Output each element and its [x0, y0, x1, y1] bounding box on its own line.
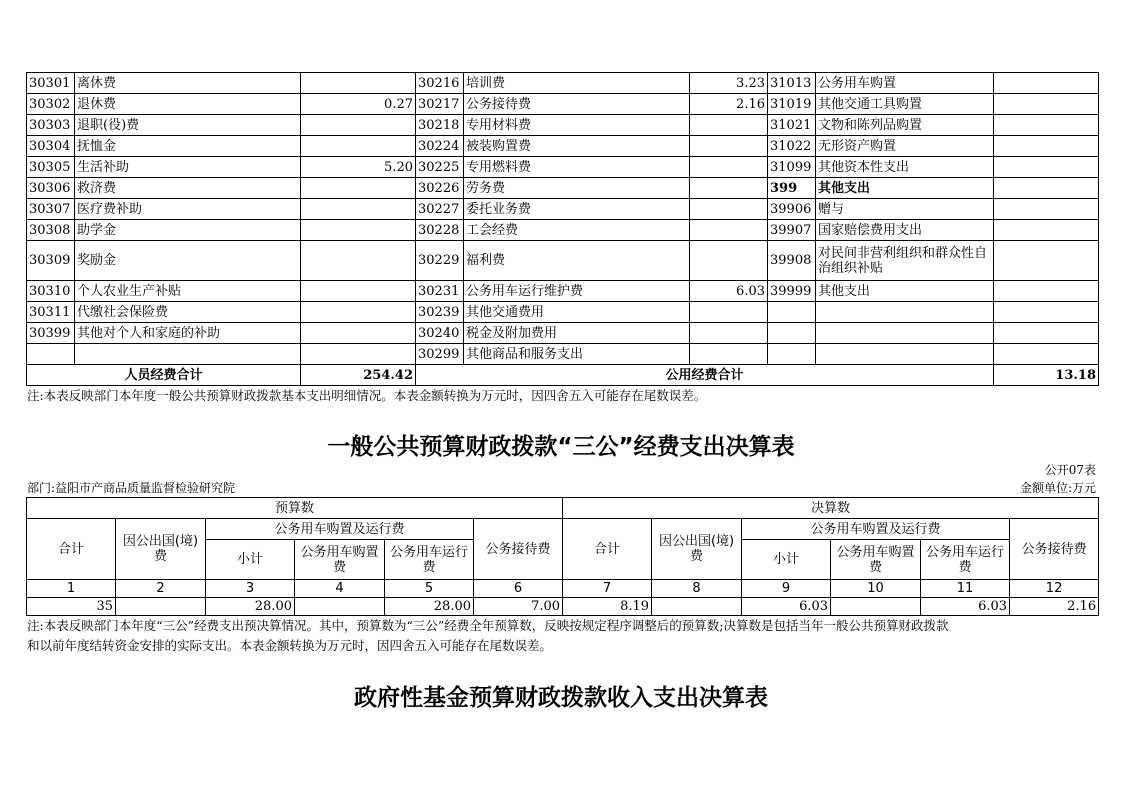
code-cell: 30311 — [27, 302, 75, 323]
final-operation-header: 公务用车运行费 — [921, 540, 1010, 580]
amount-cell: 0.27 — [301, 94, 416, 115]
code-cell: 30239 — [416, 302, 464, 323]
item-name-cell: 退职(役)费 — [75, 115, 301, 136]
item-name-cell: 离休费 — [75, 73, 301, 94]
code-cell — [768, 344, 816, 365]
code-cell: 30227 — [416, 199, 464, 220]
amount-cell — [301, 220, 416, 241]
column-number-row — [27, 580, 1099, 598]
amount-cell: 5.20 — [301, 157, 416, 178]
code-cell: 39906 — [768, 199, 816, 220]
three-public-table — [26, 497, 1099, 616]
amount-cell — [301, 199, 416, 220]
code-cell: 30299 — [416, 344, 464, 365]
code-cell: 30305 — [27, 157, 75, 178]
amount-cell — [994, 178, 1099, 199]
amount-cell: 3.23 — [690, 73, 768, 94]
code-cell: 30216 — [416, 73, 464, 94]
code-cell: 31021 — [768, 115, 816, 136]
item-name-cell: 国家赔偿费用支出 — [816, 220, 994, 241]
item-name-cell — [816, 323, 994, 344]
amount-cell — [994, 136, 1099, 157]
item-name-cell: 劳务费 — [464, 178, 690, 199]
item-name-cell: 文物和陈列品购置 — [816, 115, 994, 136]
item-name-cell: 公务用车购置 — [816, 73, 994, 94]
code-cell: 39999 — [768, 281, 816, 302]
item-name-cell: 其他交通工具购置 — [816, 94, 994, 115]
item-name-cell: 培训费 — [464, 73, 690, 94]
table-row — [27, 178, 1099, 199]
code-cell: 31019 — [768, 94, 816, 115]
amount-cell — [301, 115, 416, 136]
item-name-cell: 个人农业生产补贴 — [75, 281, 301, 302]
table-row — [27, 73, 1099, 94]
code-cell: 30229 — [416, 241, 464, 281]
code-cell: 30217 — [416, 94, 464, 115]
code-cell: 30231 — [416, 281, 464, 302]
value-cell — [652, 598, 742, 616]
final-purchase-header: 公务用车购置费 — [831, 540, 921, 580]
final-vehicle-header: 公务用车购置及运行费 — [742, 519, 1010, 540]
table-row — [27, 199, 1099, 220]
totals-row — [27, 365, 1099, 386]
item-name-cell: 无形资产购置 — [816, 136, 994, 157]
amount-cell — [994, 199, 1099, 220]
amount-cell — [690, 157, 768, 178]
amount-cell — [301, 136, 416, 157]
budget-purchase-header: 公务用车购置费 — [295, 540, 385, 580]
code-cell — [768, 323, 816, 344]
personnel-total-value: 254.42 — [301, 365, 416, 386]
value-cell: 8.19 — [563, 598, 652, 616]
column-number-cell: 2 — [116, 580, 206, 598]
item-name-cell: 其他对个人和家庭的补助 — [75, 323, 301, 344]
value-cell: 6.03 — [921, 598, 1010, 616]
column-number-cell: 5 — [385, 580, 474, 598]
code-cell: 30308 — [27, 220, 75, 241]
amount-cell — [301, 323, 416, 344]
value-cell: 35 — [27, 598, 116, 616]
amount-cell — [994, 281, 1099, 302]
item-name-cell: 赠与 — [816, 199, 994, 220]
table-row — [27, 302, 1099, 323]
budget-operation-header: 公务用车运行费 — [385, 540, 474, 580]
personnel-total-label: 人员经费合计 — [27, 365, 301, 386]
code-cell: 30399 — [27, 323, 75, 344]
amount-cell — [301, 281, 416, 302]
item-name-cell: 其他交通费用 — [464, 302, 690, 323]
code-cell: 30224 — [416, 136, 464, 157]
value-cell: 6.03 — [742, 598, 831, 616]
code-cell: 30304 — [27, 136, 75, 157]
amount-cell — [994, 157, 1099, 178]
value-cell: 28.00 — [206, 598, 295, 616]
item-name-cell — [816, 302, 994, 323]
amount-cell — [994, 241, 1099, 281]
table-row — [27, 115, 1099, 136]
amount-cell — [994, 323, 1099, 344]
amount-cell — [690, 115, 768, 136]
item-name-cell: 福利费 — [464, 241, 690, 281]
code-cell — [768, 302, 816, 323]
amount-cell — [301, 178, 416, 199]
amount-cell — [994, 302, 1099, 323]
budget-subtotal-header: 小计 — [206, 540, 295, 580]
budget-total-header: 合计 — [27, 519, 116, 580]
amount-cell — [690, 323, 768, 344]
amount-cell — [690, 178, 768, 199]
item-name-cell: 被装购置费 — [464, 136, 690, 157]
value-cell: 7.00 — [474, 598, 563, 616]
amount-cell — [301, 344, 416, 365]
item-name-cell: 代缴社会保险费 — [75, 302, 301, 323]
code-cell: 31099 — [768, 157, 816, 178]
column-number-cell: 6 — [474, 580, 563, 598]
three-public-title: 一般公共预算财政拨款“三公”经费支出决算表 — [327, 434, 795, 460]
code-cell: 30302 — [27, 94, 75, 115]
item-name-cell — [75, 344, 301, 365]
item-name-cell: 助学金 — [75, 220, 301, 241]
amount-cell — [301, 73, 416, 94]
column-number-cell: 12 — [1010, 580, 1099, 598]
table1-note: 注:本表反映部门本年度一般公共预算财政拨款基本支出明细情况。本表金额转换为万元时，因四舍五入可能存在尾数误差。 — [27, 388, 707, 403]
public-total-value: 13.18 — [994, 365, 1099, 386]
table-row — [27, 157, 1099, 178]
budget-header: 预算数 — [27, 498, 563, 519]
budget-reception-header: 公务接待费 — [474, 519, 563, 580]
amount-cell — [994, 73, 1099, 94]
code-cell: 31022 — [768, 136, 816, 157]
table-row — [27, 94, 1099, 115]
amount-cell — [301, 302, 416, 323]
amount-cell — [690, 344, 768, 365]
public-total-label: 公用经费合计 — [416, 365, 994, 386]
column-number-cell: 1 — [27, 580, 116, 598]
item-name-cell: 对民间非营利组织和群众性自治组织补贴 — [816, 241, 994, 281]
table2-note-line1: 注:本表反映部门本年度“三公”经费支出预决算情况。其中，预算数为“三公”经费全年预算数，反映按规定程序调整后的预算数;决算数是包括当年一般公共预算财政拨款 — [27, 618, 949, 633]
code-cell: 30303 — [27, 115, 75, 136]
column-number-cell: 3 — [206, 580, 295, 598]
column-number-cell: 7 — [563, 580, 652, 598]
gov-fund-title: 政府性基金预算财政拨款收入支出决算表 — [354, 685, 768, 711]
item-name-cell: 专用燃料费 — [464, 157, 690, 178]
amount-cell — [994, 94, 1099, 115]
table-row — [27, 281, 1099, 302]
value-cell — [116, 598, 206, 616]
budget-vehicle-header: 公务用车购置及运行费 — [206, 519, 474, 540]
code-cell: 31013 — [768, 73, 816, 94]
item-name-cell: 生活补助 — [75, 157, 301, 178]
item-name-cell — [816, 344, 994, 365]
column-number-cell: 9 — [742, 580, 831, 598]
item-name-cell: 工会经费 — [464, 220, 690, 241]
item-name-cell: 其他支出 — [816, 281, 994, 302]
code-cell: 30225 — [416, 157, 464, 178]
item-name-cell: 救济费 — [75, 178, 301, 199]
code-cell — [27, 344, 75, 365]
item-name-cell: 其他资本性支出 — [816, 157, 994, 178]
table-row — [27, 136, 1099, 157]
amount-cell — [994, 220, 1099, 241]
code-cell: 30228 — [416, 220, 464, 241]
code-cell: 30306 — [27, 178, 75, 199]
item-name-cell: 公务接待费 — [464, 94, 690, 115]
item-name-cell: 委托业务费 — [464, 199, 690, 220]
code-cell: 39908 — [768, 241, 816, 281]
code-cell: 30309 — [27, 241, 75, 281]
amount-cell — [690, 241, 768, 281]
value-cell: 28.00 — [385, 598, 474, 616]
code-cell: 30301 — [27, 73, 75, 94]
final-total-header: 合计 — [563, 519, 652, 580]
value-cell — [831, 598, 921, 616]
final-reception-header: 公务接待费 — [1010, 519, 1099, 580]
department-label: 部门:益阳市产商品质量监督检验研究院 — [27, 481, 236, 495]
table-row — [27, 344, 1099, 365]
code-cell: 30310 — [27, 281, 75, 302]
column-number-cell: 8 — [652, 580, 742, 598]
table-row — [27, 241, 1099, 281]
value-cell — [295, 598, 385, 616]
values-row — [27, 598, 1099, 616]
table-row — [27, 220, 1099, 241]
final-subtotal-header: 小计 — [742, 540, 831, 580]
final-abroad-header: 因公出国(境)费 — [652, 519, 742, 580]
amount-cell — [690, 136, 768, 157]
item-name-cell: 退休费 — [75, 94, 301, 115]
amount-cell — [690, 199, 768, 220]
item-name-cell: 抚恤金 — [75, 136, 301, 157]
amount-cell — [690, 220, 768, 241]
code-cell: 30218 — [416, 115, 464, 136]
column-number-cell: 11 — [921, 580, 1010, 598]
final-header: 决算数 — [563, 498, 1099, 519]
column-number-cell: 10 — [831, 580, 921, 598]
item-name-cell: 其他支出 — [816, 178, 994, 199]
item-name-cell: 专用材料费 — [464, 115, 690, 136]
table-row — [27, 323, 1099, 344]
amount-cell — [994, 115, 1099, 136]
unit-label: 金额单位:万元 — [1019, 481, 1096, 495]
item-name-cell: 奖励金 — [75, 241, 301, 281]
amount-cell — [301, 241, 416, 281]
column-number-cell: 4 — [295, 580, 385, 598]
code-cell: 39907 — [768, 220, 816, 241]
value-cell: 2.16 — [1010, 598, 1099, 616]
amount-cell: 2.16 — [690, 94, 768, 115]
amount-cell: 6.03 — [690, 281, 768, 302]
code-cell: 30307 — [27, 199, 75, 220]
table-number: 公开07表 — [1044, 463, 1096, 477]
budget-abroad-header: 因公出国(境)费 — [116, 519, 206, 580]
item-name-cell: 公务用车运行维护费 — [464, 281, 690, 302]
code-cell: 30226 — [416, 178, 464, 199]
code-cell: 399 — [768, 178, 816, 199]
amount-cell — [994, 344, 1099, 365]
code-cell: 30240 — [416, 323, 464, 344]
amount-cell — [690, 302, 768, 323]
item-name-cell: 医疗费补助 — [75, 199, 301, 220]
item-name-cell: 税金及附加费用 — [464, 323, 690, 344]
table2-note-line2: 和以前年度结转资金安排的实际支出。本表金额转换为万元时，因四舍五入可能存在尾数误差。 — [27, 638, 553, 653]
item-name-cell: 其他商品和服务支出 — [464, 344, 690, 365]
basic-expenditure-table — [26, 72, 1099, 386]
